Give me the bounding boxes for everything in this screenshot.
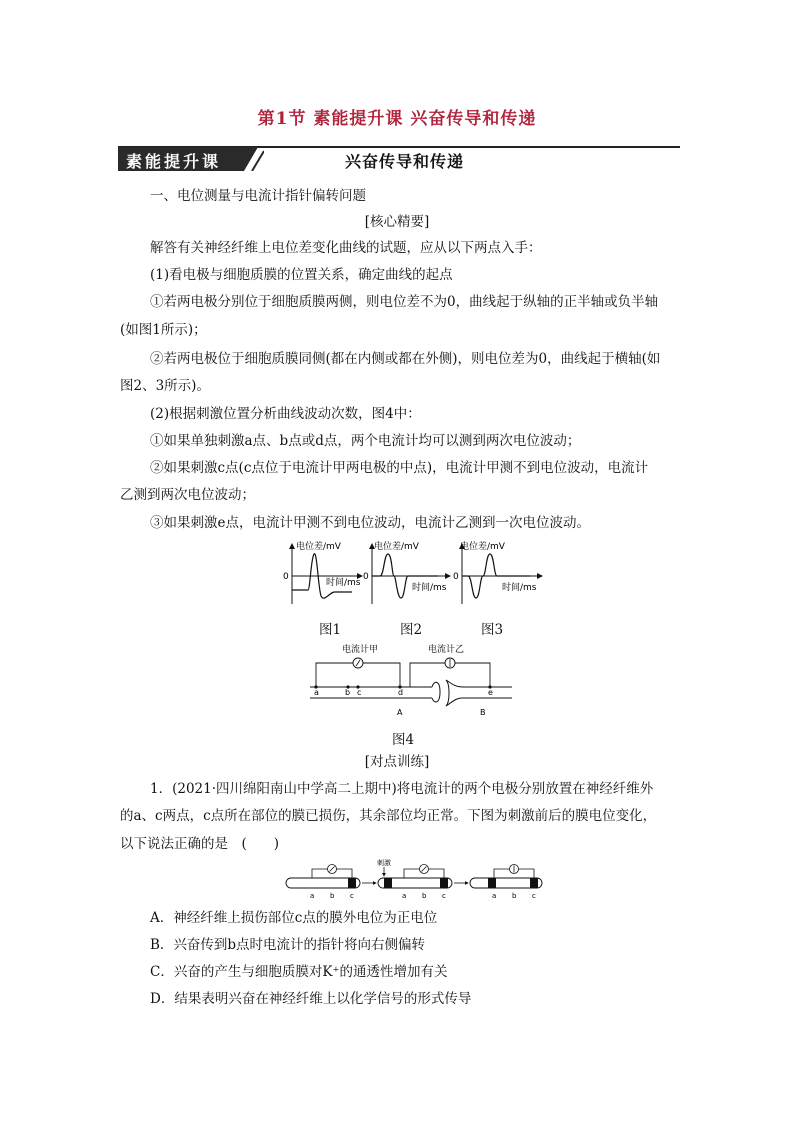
graph-3	[453, 540, 542, 604]
question-1-diagram	[284, 856, 544, 902]
question-1-line2: 的a、c两点，c点所在部位的膜已损伤，其余部位均正常。下图为刺激前后的膜电位变化，	[120, 808, 657, 824]
section-heading: 一、电位测量与电流计指针偏转问题	[150, 188, 366, 204]
core-label: [核心精要]	[364, 214, 430, 230]
option-c: C．兴奋的产生与细胞质膜对K⁺的通透性增加有关	[150, 964, 448, 980]
panel-1	[286, 865, 360, 901]
page-title: 第1节 素能提升课 兴奋传导和传递	[257, 109, 537, 129]
stimulus-label: 刺激	[377, 859, 391, 867]
point-1: (1)看电极与细胞质膜的位置关系，确定曲线的起点	[150, 267, 453, 283]
fig2-caption: 图2	[400, 622, 423, 638]
cell-b-label: B	[480, 708, 486, 717]
panel-3-c: c	[532, 892, 536, 900]
question-1-line3: 以下说法正确的是 ( )	[120, 836, 280, 852]
point-2: (2)根据刺激位置分析曲线波动次数，图4中：	[150, 406, 421, 422]
graph-2-ylabel: 电位差/mV	[374, 542, 419, 552]
graph-3-ylabel: 电位差/mV	[460, 542, 505, 552]
graph-2	[363, 540, 450, 604]
graph-2-zero: 0	[363, 572, 369, 582]
graph-1-xlabel: 时间/ms	[326, 578, 361, 588]
panel-2-b: b	[422, 892, 427, 900]
intro-text: 解答有关神经纤维上电位差变化曲线的试题，应从以下两点入手：	[150, 240, 542, 256]
panel-2-c: c	[442, 892, 446, 900]
practice-label: [对点训练]	[364, 754, 430, 770]
point-2c: ③如果刺激e点，电流计甲测不到电位波动，电流计乙测到一次电位波动。	[150, 515, 590, 531]
graph-2-xlabel: 时间/ms	[412, 583, 447, 593]
neuron-b	[446, 680, 512, 706]
option-d: D．结果表明兴奋在神经纤维上以化学信号的形式传导	[150, 991, 472, 1007]
fig3-caption: 图3	[481, 622, 504, 638]
panel-3-a: a	[492, 892, 497, 900]
graph-3-xlabel: 时间/ms	[502, 583, 537, 593]
point-1a-line1: ①若两电极分别位于细胞质膜两侧，则电位差不为0，曲线起于纵轴的正半轴或负半轴	[150, 294, 659, 310]
banner-tag-text: 素能提升课	[126, 152, 222, 171]
point-1b-line2: 图2、3所示)。	[120, 378, 210, 394]
point-1b-line1: ②若两电极位于细胞质膜同侧(都在内侧或都在外侧)，则电位差为0，曲线起于横轴(如	[150, 351, 661, 367]
cell-a-label: A	[397, 708, 403, 717]
graph-1-ylabel: 电位差/mV	[296, 542, 341, 552]
neuron-a	[310, 682, 440, 702]
potential-graphs	[280, 538, 550, 610]
point-c-label: c	[357, 688, 362, 697]
point-2b-line2: 乙测到两次电位波动；	[120, 487, 255, 503]
meter-yi	[410, 643, 490, 687]
fig1-caption: 图1	[319, 622, 342, 638]
question-1-line1: 1．(2021·四川绵阳南山中学高二上期中)将电流计的两个电极分别放置在神经纤维外	[150, 781, 654, 797]
graph-1-zero: 0	[283, 572, 289, 582]
point-2b-line1: ②如果刺激c点(c点位于电流计甲两电极的中点)，电流计甲测不到电位波动，电流计	[150, 460, 649, 476]
banner-tag	[118, 147, 264, 171]
point-e-label: e	[488, 688, 493, 697]
panel-1-b: b	[330, 892, 335, 900]
banner-subtitle: 兴奋传导和传递	[345, 152, 465, 171]
panel-1-a: a	[310, 892, 315, 900]
figure-4-diagram	[300, 640, 520, 720]
point-2a: ①如果单独刺激a点、b点或d点，两个电流计均可以测到两次电位波动；	[150, 433, 581, 449]
point-b-label: b	[345, 688, 351, 697]
panel-3-b: b	[512, 892, 517, 900]
point-a-label: a	[314, 688, 319, 697]
meter-yi-label: 电流计乙	[428, 645, 465, 655]
fig4-caption: 图4	[392, 732, 415, 748]
graph-1	[283, 540, 362, 604]
option-a: A．神经纤维上损伤部位c点的膜外电位为正电位	[150, 910, 438, 926]
point-1a-line2: (如图1所示)；	[120, 322, 207, 338]
panel-2-a: a	[402, 892, 407, 900]
graph-3-zero: 0	[453, 572, 459, 582]
option-b: B．兴奋传到b点时电流计的指针将向右侧偏转	[150, 937, 426, 953]
panel-3	[470, 865, 542, 901]
meter-jia	[316, 643, 400, 687]
point-d-label: d	[398, 688, 404, 697]
meter-jia-label: 电流计甲	[342, 645, 379, 655]
panel-2	[377, 858, 452, 900]
panel-1-c: c	[350, 892, 354, 900]
